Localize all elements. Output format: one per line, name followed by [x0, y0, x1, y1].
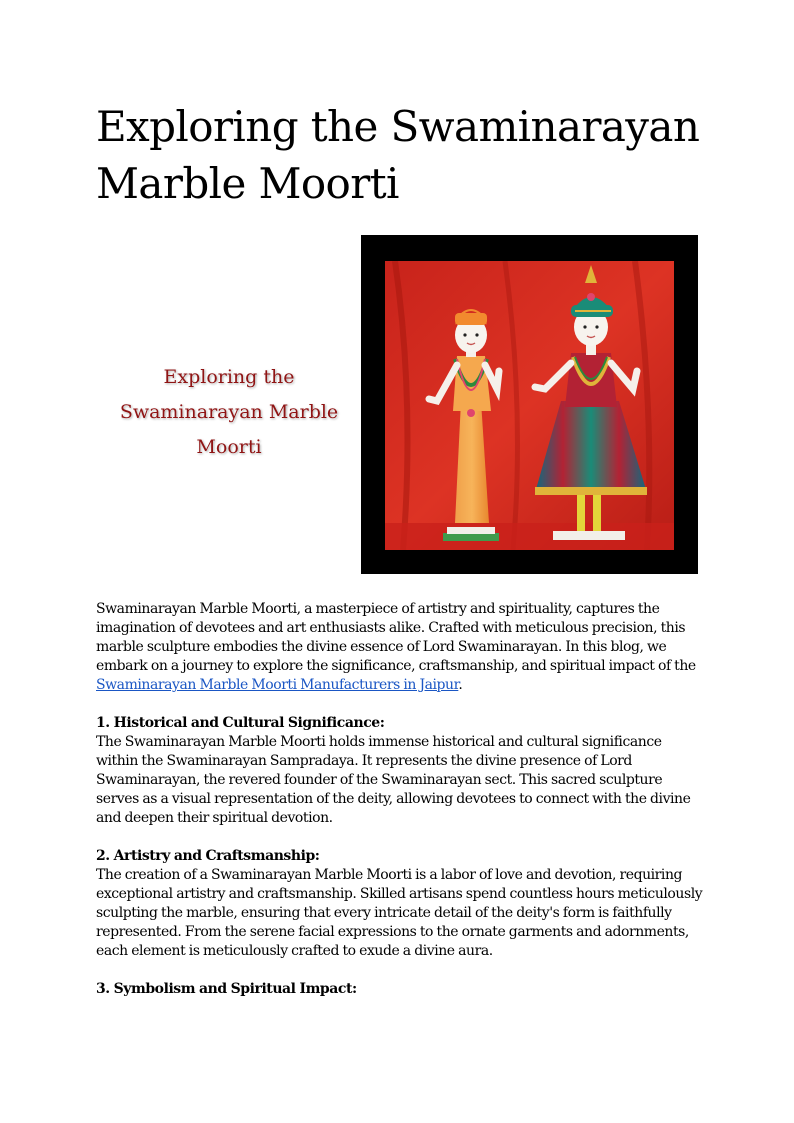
banner-caption: Exploring the Swaminarayan Marble Moorti	[119, 366, 339, 458]
intro-text: Swaminarayan Marble Moorti, a masterpiece of artistry and spirituality, captures the imagination of devotees and art enthusiasts alike. Crafted with meticulous precision, this marble sculpture embodies the divine essence of Lord Swaminarayan. In this blog, we embark on a journey to explore the significance, craftsmanship, and spiritual impact of the	[96, 601, 696, 674]
section-heading: 3. Symbolism and Spiritual Impact:	[96, 981, 357, 997]
intro-text-end: .	[458, 677, 463, 693]
moorti-illustration	[385, 261, 674, 550]
red-backdrop	[385, 261, 674, 550]
section-paragraph: The Swaminarayan Marble Moorti holds immense historical and cultural significance within the Swaminarayan Sampradaya. It represents the divine presence of Lord Swaminarayan, the revered founder of the Swaminarayan sect. This sacred sculpture serves as a visual representation of the deity, allowing devotees to connect with the divine and deepen their spiritual devotion.	[96, 734, 691, 826]
section-heading: 1. Historical and Cultural Significance:	[96, 715, 385, 731]
page-title: Exploring the Swaminarayan Marble Moorti	[96, 102, 700, 208]
section-paragraph: The creation of a Swaminarayan Marble Moorti is a labor of love and devotion, requiring exceptional artistry and craftsmanship. Skilled artisans spend countless hours meticulously sculpting the marble, ensuring that every intricate detail of the deity's form is faithfully represented. From the serene facial expressions to the ornate garments and adornments, each element is meticulously crafted to exude a divine aura.	[96, 867, 703, 959]
intro-paragraph	[96, 600, 706, 695]
section-heading: 2. Artistry and Craftsmanship:	[96, 848, 320, 864]
banner	[96, 234, 698, 574]
manufacturers-link[interactable]: Swaminarayan Marble Moorti Manufacturers in Jaipur	[96, 677, 459, 693]
article-body	[96, 600, 706, 999]
moorti-photo	[361, 235, 698, 574]
